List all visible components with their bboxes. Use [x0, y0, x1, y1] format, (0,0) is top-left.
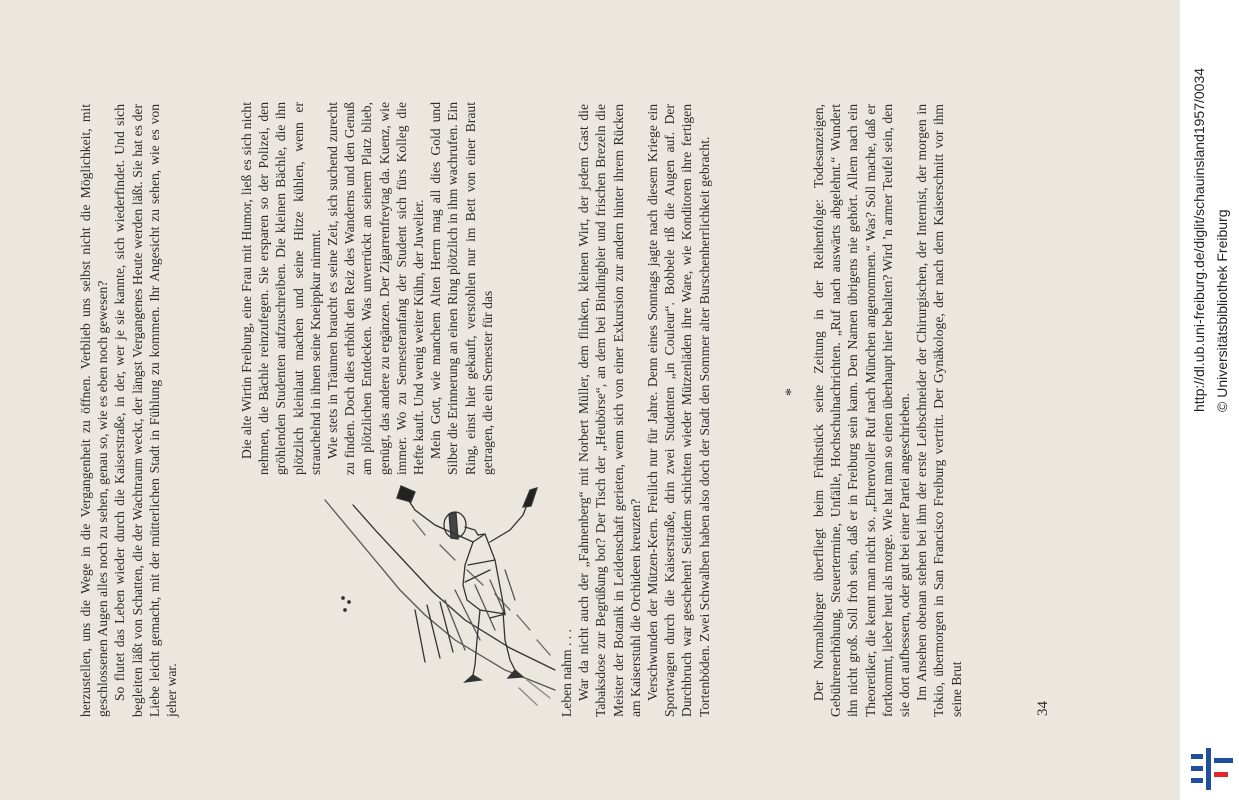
text-column-right: [238, 102, 496, 475]
paragraph: Mein Gott, wie manchem Alten Herrn mag all dies Gold und Silber die Erinnerung an einen Ring plötzlich in ihm wachrufen. Ein Ring, einst hier gekauft, verstohlen nur im Bett von einer Braut getragen, die ein Semester für das: [428, 102, 495, 475]
library-sidebar: [1180, 0, 1239, 800]
paragraph: Verschwunden der Mützen-Kern. Freilich nur für Jahre. Denn eines Sonntags jagte nach diesem Kriege ein Sportwagen durch die Kaiserstraße, drin zwei Studenten „in Couleur“. Bobbele riß die Augen auf. Der Durchbruch war geschehen! Seitdem schichten wieder Mützenläden ihre Ware, wie Konditoren ihre fertigen Tortenböden. Zwei Schwalben haben also doch der Stadt den Sommer alter Burschenherrlichkeit gebracht.: [645, 104, 712, 717]
page-number: 34: [1035, 701, 1051, 716]
paragraph: herzustellen, uns die Wege in die Vergangenheit zu öffnen. Verblieb uns selbst nicht die Möglichkeit, mit geschlossenen Augen alles noch zu sehen, genau so, wie es eben noch gewesen?: [78, 104, 111, 717]
text-column-middle: [558, 104, 713, 717]
paragraph: Die alte Wirtin Freiburg, eine Frau mit Humor, ließ es sich nicht nehmen, die Bächle reinzufegen. Sie ersparen so der Polizei, den gröhlenden Studenten aufzuschreiben. Die kleinen Bächle, die ihn plötzlich kleinlaut machen und seine Hitze kühlen, wenn er strauchelnd in ihnen seine Kneippkur nimmt.: [239, 102, 323, 475]
student-sketch-illustration: [305, 475, 560, 710]
library-logo-icon: [1189, 748, 1235, 790]
copyright-notice: © Universitätsbibliothek Freiburg: [1214, 209, 1230, 412]
source-url[interactable]: http://dl.ub.uni-freiburg.de/diglit/schauinsland1957/0034: [1191, 67, 1207, 412]
paragraph: War da nicht auch der „Fahnenberg“ mit Norbert Müller, dem flinken, kleinen Wirt, der jedem Gast die Tabaksdose zur Begrüßung bot? Der Tisch der „Heubörse“, an dem bei Bindingbier und frischen Brezeln die Meister der Botanik in Leidenschaft gerieten, wenn sich von einer Exkursion zur andern hinter ihrem Rücken am Kaiserstuhl die Orchideen kreuzten?: [576, 104, 643, 717]
paragraph: So flutet das Leben wieder durch die Kaiserstraße, in der, wer je sie kannte, sich wiederfindet. Und sich begleiten läßt von Schatten, die der Wachtraum weckt, der längst Vergangenes Heute werden läßt. Sie hat es der Liebe leicht gemacht, mit der mütterlichen Stadt in Fühlung zu kommen. Ihr Angesicht zu sehen, wie es von jeher war.: [112, 104, 180, 717]
paragraph: Wie stets in Träumen braucht es seine Zeit, sich suchend zurecht zu finden. Doch dies erhöht den Reiz des Wanderns und den Genuß am plötzlichen Entdecken. Was unverrückt an seinem Platz blieb, genügt, das andere zu ergänzen. Der Zigarrenfreytag da. Kuenz, wie immer. Wo zu Semesteranfang der Student sich fürs Kolleg die Hefte kauft. Und wenig weiter Kühn, der Juwelier.: [325, 102, 427, 475]
text-column-bottom: [810, 104, 965, 717]
text-column-top: [77, 104, 180, 717]
paragraph: Leben nahm . . .: [559, 629, 574, 717]
paragraph: Der Normalbürger überfliegt beim Frühstück seine Zeitung in der Reihenfolge: Todesanzeigen, Gebührenerhöhung, Steuertermine, Unfälle, Hochschulnachrichten. „Ruf nach auswärts abgelehnt.“ Wundert ihn nicht groß. Soll froh sein, daß er in Freiburg sein kann. Den Namen übrigens nie gehört. Allem nach ein Theoretiker, die kennt man nicht so. „Ehrenvoller Ruf nach München angenommen.“ Was? Soll mache, daß er fortkommt, lieber heut als morge. Wie hat man so einen überhaupt hier behalten? Wird ’n armer Teufel sein, den sie dort aufbessern, oder gut bei einer Partei angeschrieben.: [811, 104, 913, 717]
paragraph: Im Ansehen obenan stehen bei ihm der erste Leibschneider der Chirurgischen, der Internist, der morgen in Tokio, übermorgen in San Francisco Freiburg vertritt. Der Gynäkologe, der nach dem Kaiserschnitt vor ihm seine Brut: [914, 104, 964, 717]
section-separator: *: [783, 388, 800, 396]
